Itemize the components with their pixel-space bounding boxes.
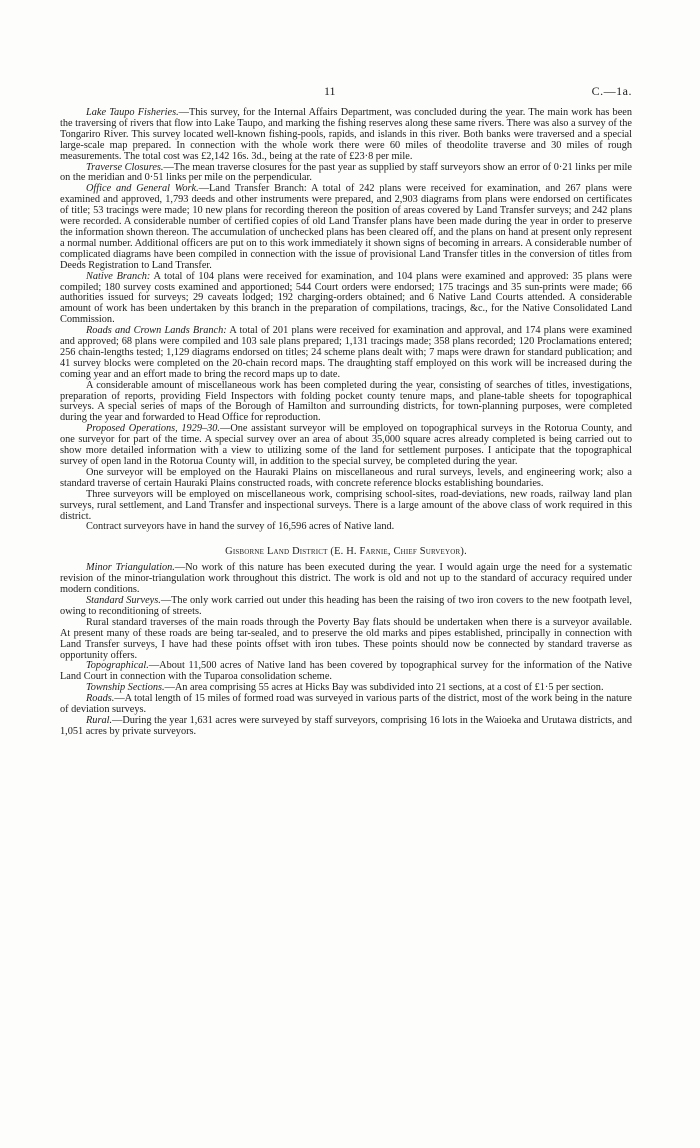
paragraph [60,661,632,683]
paragraph-title: Topographical. [86,660,149,672]
paragraph-text: Contract surveyors have in hand the survey of 16,596 acres of Native land. [86,521,395,533]
paragraph-text: Rural standard traverses of the main roads through the Poverty Bay flats should be undertaken when there is a surveyor available. At present many of these roads are being tar-sealed, and to preserve the old marks and pipes established, principally in connection with Land Transfer surveys, I have had these points offset with iron tubes. These points should now be connected by standard traverse as opportunity offers. [60,616,632,661]
paragraph-text: —This survey, for the Internal Affairs Department, was concluded during the year. The main work has been the traversing of rivers that flow into Lake Taupo, and marking the fishing reserves along these same rivers. There was also a survey of the Tongariro River. This survey located well-known fishing-pools, rapids, and islands in this river. Both banks were traversed and a special large-scale map prepared. In connection with the whole work there were 60 miles of theodolite traverse and 30 miles of rough measurements. The total cost was £2,142 16s. 3d., being at the rate of £23·8 per mile. [60,107,632,162]
paragraph-text: —The only work carried out under this heading has been the raising of two iron covers to the new footpath level, owing to reconditioning of streets. [60,594,633,617]
paragraph-title: Native Branch: [86,270,151,282]
paragraph [60,424,632,468]
page-number: 11 [324,84,336,98]
paragraph-title: Traverse Closures. [86,161,164,173]
paragraph-text: A total of 104 plans were received for examination, and 104 plans were examined and approved: 35 plans were compiled; 180 survey costs examined and apportioned; 544 Court orders were endorsed; 175 tracings and 35 sun-prints were made; 66 authorities issued for surveys; 29 caveats lodged; 192 charging-orders obtained; and 6 Native Land Courts attended. A considerable amount of work has been undertaken by this branch in the preparation of compilations, tracings, &c., for the Native Consolidated Land Commission. [60,270,632,326]
paragraph [60,272,632,327]
paragraph-text: —About 11,500 acres of Native land has been covered by topographical survey for the information of the Native Land Court in connection with the Tuparoa consolidation scheme. [60,660,632,683]
paragraph-text: —One assistant surveyor will be employed on topographical surveys in the Rotorua County, and one surveyor for part of the time. A special survey over an area of about 35,000 square acres already completed is being carried out to show more detailed information with a view to utilizing some of the land for settlement purposes. I anticipate that the topographical survey of open land in the Rotorua County will, in addition to the special survey, be completed during the year. [60,423,633,467]
paragraph-text: A total of 201 plans were received for examination and approval, and 174 plans were examined and approved; 68 plans were compiled and 103 sale plans prepared; 1,131 tracings made; 358 plans recorded; 120 Proclamations entered; 256 chain-lengths tested; 1,129 diagrams endorsed on titles; 24 scheme plans dealt with; 7 maps were drawn for standard publication; and 41 survey blocks were completed on the 20-chain record maps. The draughting staff employed on this work will be increased during the coming year and an effort made to bring the record maps up to date. [60,325,632,380]
paragraph-title: Minor Triangulation. [86,562,175,574]
paragraph [60,522,632,533]
paragraph [60,596,632,618]
page-header [60,84,632,100]
paragraph [60,490,632,523]
paragraph-title: Roads and Crown Lands Branch: [86,325,227,337]
paragraph-text: —Land Transfer Branch: A total of 242 plans were received for examination, and 267 plans were examined and approved, 1,793 deeds and other instruments were prepared, and 2,903 diagrams from plans were endorsed on certificates of title; 53 tracings were made; 10 new plans for recording thereon the position of areas covered by Land Transfer surveys; and 242 plans were recorded. A considerable number of certified copies of old Land Transfer plans have been made during the year in order to preserve the information shown thereon. The accumulation of unchecked plans has been cleared off, and the plans on hand at present only represent a normal number. Additional officers are put on to this work immediately it shown signs of becoming in arrears. A considerable number of complicated diagrams have been compiled in connection with the issue of provisional Land Transfer titles in the conversion of titles from Deeds Registration to Land Transfer. [60,183,632,271]
paragraph [60,694,632,716]
paragraph-title: Roads. [86,693,115,705]
paragraph [60,108,632,163]
paragraph-title: Rural. [86,714,113,726]
paragraph [60,468,632,490]
paragraph-title: Office and General Work. [86,183,199,195]
paragraph-text: —During the year 1,631 acres were surveyed by staff surveyors, comprising 16 lots in the Waioeka and Urutawa districts, and 1,051 acres by private surveyors. [60,714,632,737]
paragraph [60,326,632,381]
paragraph [60,716,632,738]
paragraph-text: Three surveyors will be employed on miscellaneous work, comprising school-sites, road-deviations, new roads, railway land plan surveys, rural settlement, and Land Transfer and inspectional surveys. There is a large amount of the above class of work required in this district. [60,488,632,522]
section-heading: Gisborne Land District (E. H. Farnie, Chief Surveyor). [225,546,467,558]
paragraph [60,563,632,596]
paragraph-title: Lake Taupo Fisheries. [86,107,179,118]
document-reference: C.—1a. [591,84,632,98]
paragraph-title: Township Sections. [86,682,165,694]
paragraph-text: —A total length of 15 miles of formed road was surveyed in various parts of the district, most of the work being in the nature of deviation surveys. [60,693,632,716]
document-body [60,108,632,738]
paragraph-text: —An area comprising 55 acres at Hicks Bay was subdivided into 21 sections, at a cost of £1·5 per section. [164,682,604,694]
paragraph-text: —The mean traverse closures for the past year as supplied by staff surveyors show an error of 0·21 links per mile on the meridian and 0·51 links per mile on the perpendicular. [60,161,632,184]
paragraph-text: A considerable amount of miscellaneous work has been completed during the year, consisting of searches of titles, investigations, preparation of reports, providing Field Inspectors with folding pocket county tenure maps, and plane-table sheets for topographical surveys. A special series of maps of the Borough of Hamilton and surrounding districts, for town-planning purposes, were completed during the year and forwarded to Head Office for reproduction. [60,379,632,424]
paragraph-title: Standard Surveys. [86,594,161,606]
paragraph [60,618,632,662]
paragraph-title: Proposed Operations, 1929–30. [86,423,221,435]
paragraph [60,381,632,425]
paragraph-text: —No work of this nature has been executed during the year. I would again urge the need for a systematic revision of the minor-triangulation work throughout this district. The work is old and not up to the standard of accuracy required under modern conditions. [60,562,632,596]
paragraph [60,163,632,185]
paragraph-text: One surveyor will be employed on the Hauraki Plains on miscellaneous and rural surveys, levels, and engineering work; also a standard traverse of certain Hauraki Plains constructed roads, with concrete reference blocks establishing boundaries. [60,466,632,489]
paragraph [60,184,632,271]
